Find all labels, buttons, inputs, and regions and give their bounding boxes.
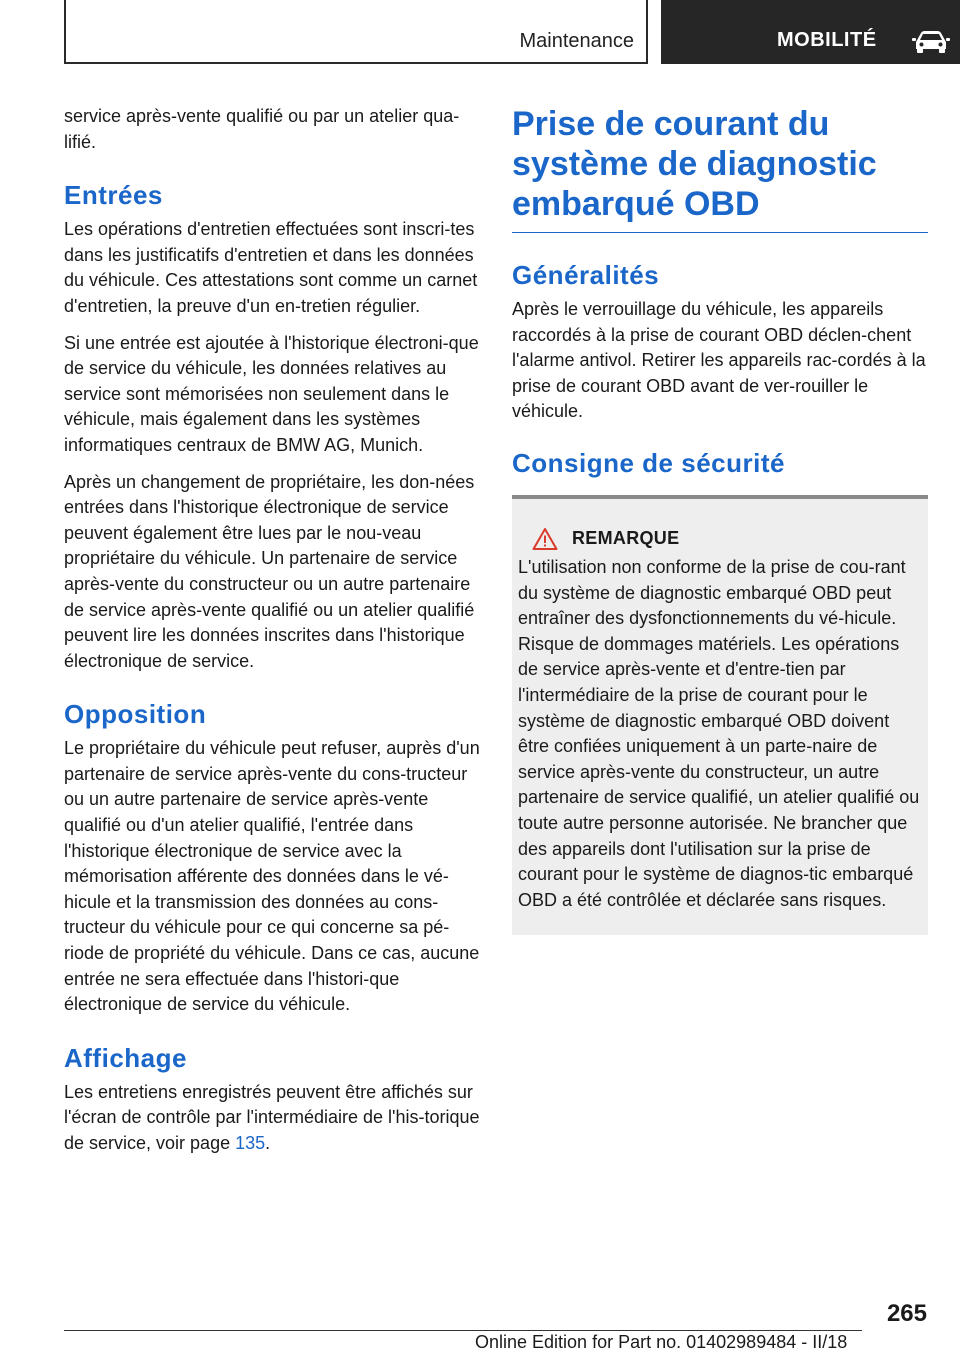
heading-affichage: Affichage bbox=[64, 1042, 187, 1073]
heading-generalites: Généralités bbox=[512, 260, 660, 290]
notice-header bbox=[518, 527, 922, 551]
heading-opposition: Opposition bbox=[64, 699, 207, 730]
notice-text: L'utilisation non conforme de la prise de cou-rant du système de diagnostic embarqué OBD peut entraîner des dysfonctionnements du vé-hicule. Risque de dommages matériels. Les opérations de service après-vente et d'entre-tien par l'intermédiaire de la prise de courant pour le système de diagnostic embarqué OBD doivent être confiées uniquement à un parte-naire de service après-vente du constructeur, un autre partenaire de service qualifié, un atelier qualifié ou toute autre personne autorisée. Ne brancher que des appareils dont l'utilisation sur la prise de courant pour le système de diagnos-tic embarqué OBD a été contrôlée et déclarée sans risques. bbox=[518, 556, 920, 910]
affichage-paragraph bbox=[64, 1080, 482, 1157]
heading-consigne-securite: Consigne de sécurité bbox=[512, 447, 785, 478]
chapter-title: Prise de courant du système de diagnostic embarqué OBD bbox=[512, 104, 928, 233]
opposition-paragraph: Le propriétaire du véhicule peut refuser, auprès d'un partenaire de service après-vente du cons-tructeur ou un autre partenaire de service après-vente qualifié ou d'un atelier qualifié, l'entrée dans l'historique électronique de service avec la mémorisation afférente des données dans le vé-hicule et la transmission des données au cons-tructeur du véhicule pour ce qui concerne sa pé-riode de propriété du véhicule. Dans ce cas, aucune entrée ne sera effectuée dans l'histori-que électronique de service du véhicule. bbox=[64, 738, 480, 1015]
chapter-tab-label: MOBILITÉ bbox=[777, 29, 877, 51]
footer-edition-text: Online Edition for Part no. 01402989484 - II/18 bbox=[475, 1332, 848, 1352]
right-column bbox=[512, 104, 928, 935]
car-icon bbox=[912, 28, 950, 54]
intro-paragraph: service après-vente qualifié ou par un atelier qua-lifié. bbox=[64, 106, 460, 152]
entrees-paragraph-1: Les opérations d'entretien effectuées sont inscri-tes dans les justificatifs d'entretien et dans les données du véhicule. Ces attestations sont comme un carnet d'entretien, la preuve d'un en-tretien régulier. bbox=[64, 219, 478, 316]
footer-divider bbox=[64, 1330, 862, 1331]
affichage-text: Les entretiens enregistrés peuvent être affichés sur l'écran de contrôle par l'intermédiaire de l'his-torique de service, voir page bbox=[64, 1081, 480, 1153]
header-section-box bbox=[64, 0, 648, 64]
heading-entrees: Entrées bbox=[64, 180, 163, 211]
page-link-135[interactable]: 135 bbox=[235, 1133, 266, 1153]
page-number: 265 bbox=[886, 1300, 927, 1327]
notice-box bbox=[512, 495, 928, 935]
entrees-paragraph-2: Si une entrée est ajoutée à l'historique électroni-que de service du véhicule, les données relatives au service sont mémorisées non seulement dans le véhicule, mais également dans les systèmes informatiques centraux de BMW AG, Munich. bbox=[64, 332, 479, 455]
affichage-text-end: . bbox=[265, 1133, 271, 1153]
left-column bbox=[64, 104, 482, 1168]
notice-title: REMARQUE bbox=[572, 528, 680, 549]
generalites-paragraph: Après le verrouillage du véhicule, les appareils raccordés à la prise de courant OBD déclen-chent l'alarme antivol. Retirer les appareils rac-cordés à la prise de courant OBD avant de ver-rouiller le véhicule. bbox=[512, 299, 926, 422]
section-title: Maintenance bbox=[519, 30, 634, 52]
warning-triangle-icon bbox=[532, 527, 558, 551]
entrees-paragraph-3: Après un changement de propriétaire, les don-nées entrées dans l'historique électronique de service peuvent également être lues par le nou-veau propriétaire du véhicule. Un partenaire de service après-vente du constructeur ou un autre partenaire de service après-vente qualifié ou un atelier qualifié peuvent lire les données inscrites dans l'historique électronique de service. bbox=[64, 471, 475, 671]
chapter-tab[interactable] bbox=[661, 0, 960, 64]
